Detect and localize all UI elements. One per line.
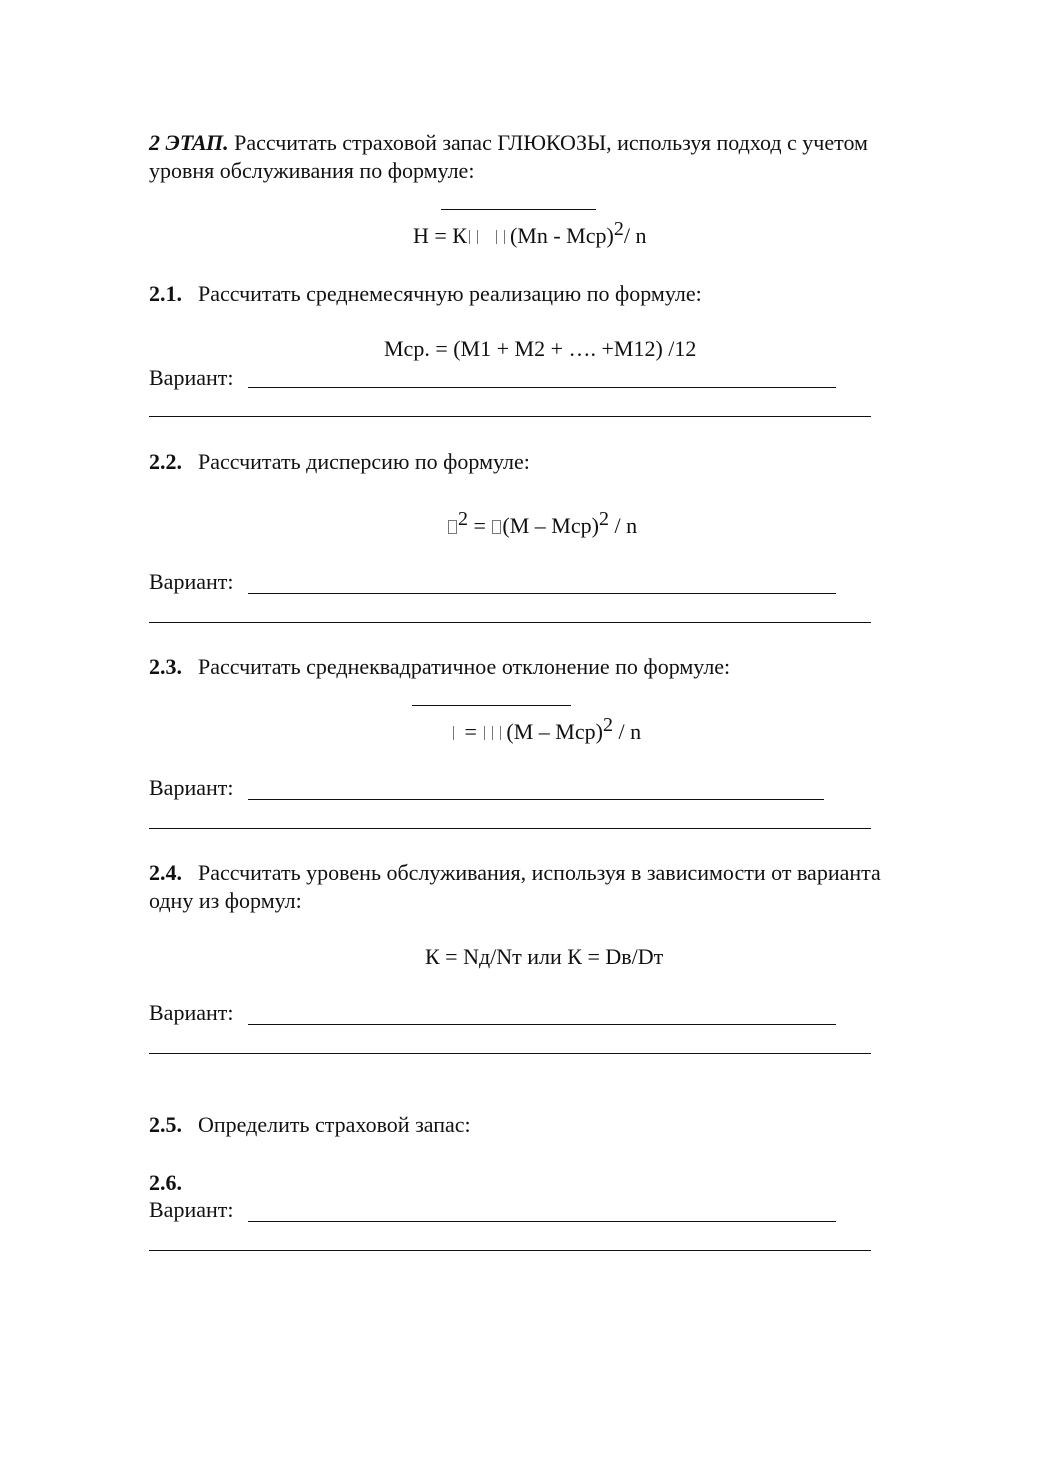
section-2-4-answer-line-1[interactable] <box>248 1024 836 1025</box>
section-2-2-number: 2.2. <box>149 449 182 474</box>
section-2-3-number: 2.3. <box>149 654 182 679</box>
section-2-3-variant-label: Вариант: <box>149 775 234 800</box>
section-2-6-number: 2.6. <box>149 1170 182 1195</box>
section-2-4-text-2: одну из формул: <box>149 888 302 913</box>
section-2-5-number: 2.5. <box>149 1112 182 1137</box>
section-2-1-variant-label: Вариант: <box>149 365 234 390</box>
missing-glyph-icon <box>492 726 496 740</box>
section-2-6-answer-line-2[interactable] <box>149 1250 871 1251</box>
section-2-1-text: Рассчитать среднемесячную реализацию по формуле: <box>198 281 702 306</box>
intro-line-1 <box>149 129 868 157</box>
section-2-6-answer-line-1[interactable] <box>248 1221 836 1222</box>
section-2-2-formula <box>447 508 638 540</box>
missing-glyph-icon <box>477 230 481 244</box>
main-formula-left: Н = К <box>413 223 467 248</box>
section-2-4-text-1: Рассчитать уровень обслуживания, используя в зависимости от варианта <box>198 860 881 885</box>
stage-label: 2 ЭТАП <box>149 130 224 155</box>
missing-glyph-icon <box>469 230 473 244</box>
intro-text-1: Рассчитать страховой запас ГЛЮКОЗЫ, используя подход с учетом <box>228 130 868 155</box>
section-2-3-answer-line-2[interactable] <box>149 828 871 829</box>
section-2-2-text: Рассчитать дисперсию по формуле: <box>198 449 530 474</box>
main-formula <box>413 218 647 250</box>
missing-glyph-icon <box>504 230 508 244</box>
section-2-1-number: 2.1. <box>149 281 182 306</box>
section-2-3-exponent: 2 <box>602 714 613 736</box>
section-2-3-text: Рассчитать среднеквадратичное отклонение по формуле: <box>198 654 731 679</box>
main-formula-right: / n <box>623 223 647 248</box>
section-2-3-formula <box>451 714 642 746</box>
section-2-1-answer-line-1[interactable] <box>248 387 836 388</box>
missing-glyph-icon <box>496 230 500 244</box>
section-2-1-formula: Мср. = (М1 + М2 + …. +М12) /12 <box>384 336 697 361</box>
section-2-6-variant-label: Вариант: <box>149 1197 234 1222</box>
section-2-2-heading <box>149 448 530 476</box>
section-2-5-text: Определить страховой запас: <box>198 1112 471 1137</box>
section-2-3-equals: = <box>459 719 483 744</box>
section-2-3-right: / n <box>612 719 642 744</box>
section-2-4-formula: К = Nд/Nт или К = Dв/Dт <box>425 944 664 969</box>
missing-glyph-icon <box>448 520 457 534</box>
section-2-5-heading <box>149 1111 471 1139</box>
missing-glyph-icon <box>453 726 457 740</box>
section-2-3-sqrt-bar <box>412 705 571 706</box>
main-formula-sqrt-bar <box>441 209 596 210</box>
section-2-2-answer-line-2[interactable] <box>149 622 871 623</box>
section-2-1-heading <box>149 280 702 308</box>
section-2-2-exponent-1: 2 <box>458 508 468 530</box>
section-2-2-body: (М – Мср) <box>502 513 599 538</box>
missing-glyph-icon <box>484 726 488 740</box>
section-2-2-answer-line-1[interactable] <box>248 593 836 594</box>
section-2-3-body: (М – Мср) <box>506 719 603 744</box>
section-2-4-heading <box>149 859 881 887</box>
section-2-3-heading <box>149 653 730 681</box>
section-2-2-variant-label: Вариант: <box>149 569 234 594</box>
missing-glyph-icon <box>492 520 501 534</box>
section-2-2-right: / n <box>608 513 638 538</box>
missing-glyph-icon <box>500 726 504 740</box>
section-2-4-answer-line-2[interactable] <box>149 1053 871 1054</box>
main-formula-exponent: 2 <box>613 218 624 240</box>
stage-dot: . <box>223 130 229 155</box>
section-2-4-variant-label: Вариант: <box>149 1000 234 1025</box>
intro-line-2: уровня обслуживания по формуле: <box>149 158 475 183</box>
section-2-2-equals: = <box>468 513 492 538</box>
section-2-1-answer-line-2[interactable] <box>149 416 871 417</box>
main-formula-body: (Мn - Мср) <box>509 223 614 248</box>
section-2-3-answer-line-1[interactable] <box>248 799 824 800</box>
section-2-2-exponent-2: 2 <box>598 508 609 530</box>
section-2-4-number: 2.4. <box>149 860 182 885</box>
